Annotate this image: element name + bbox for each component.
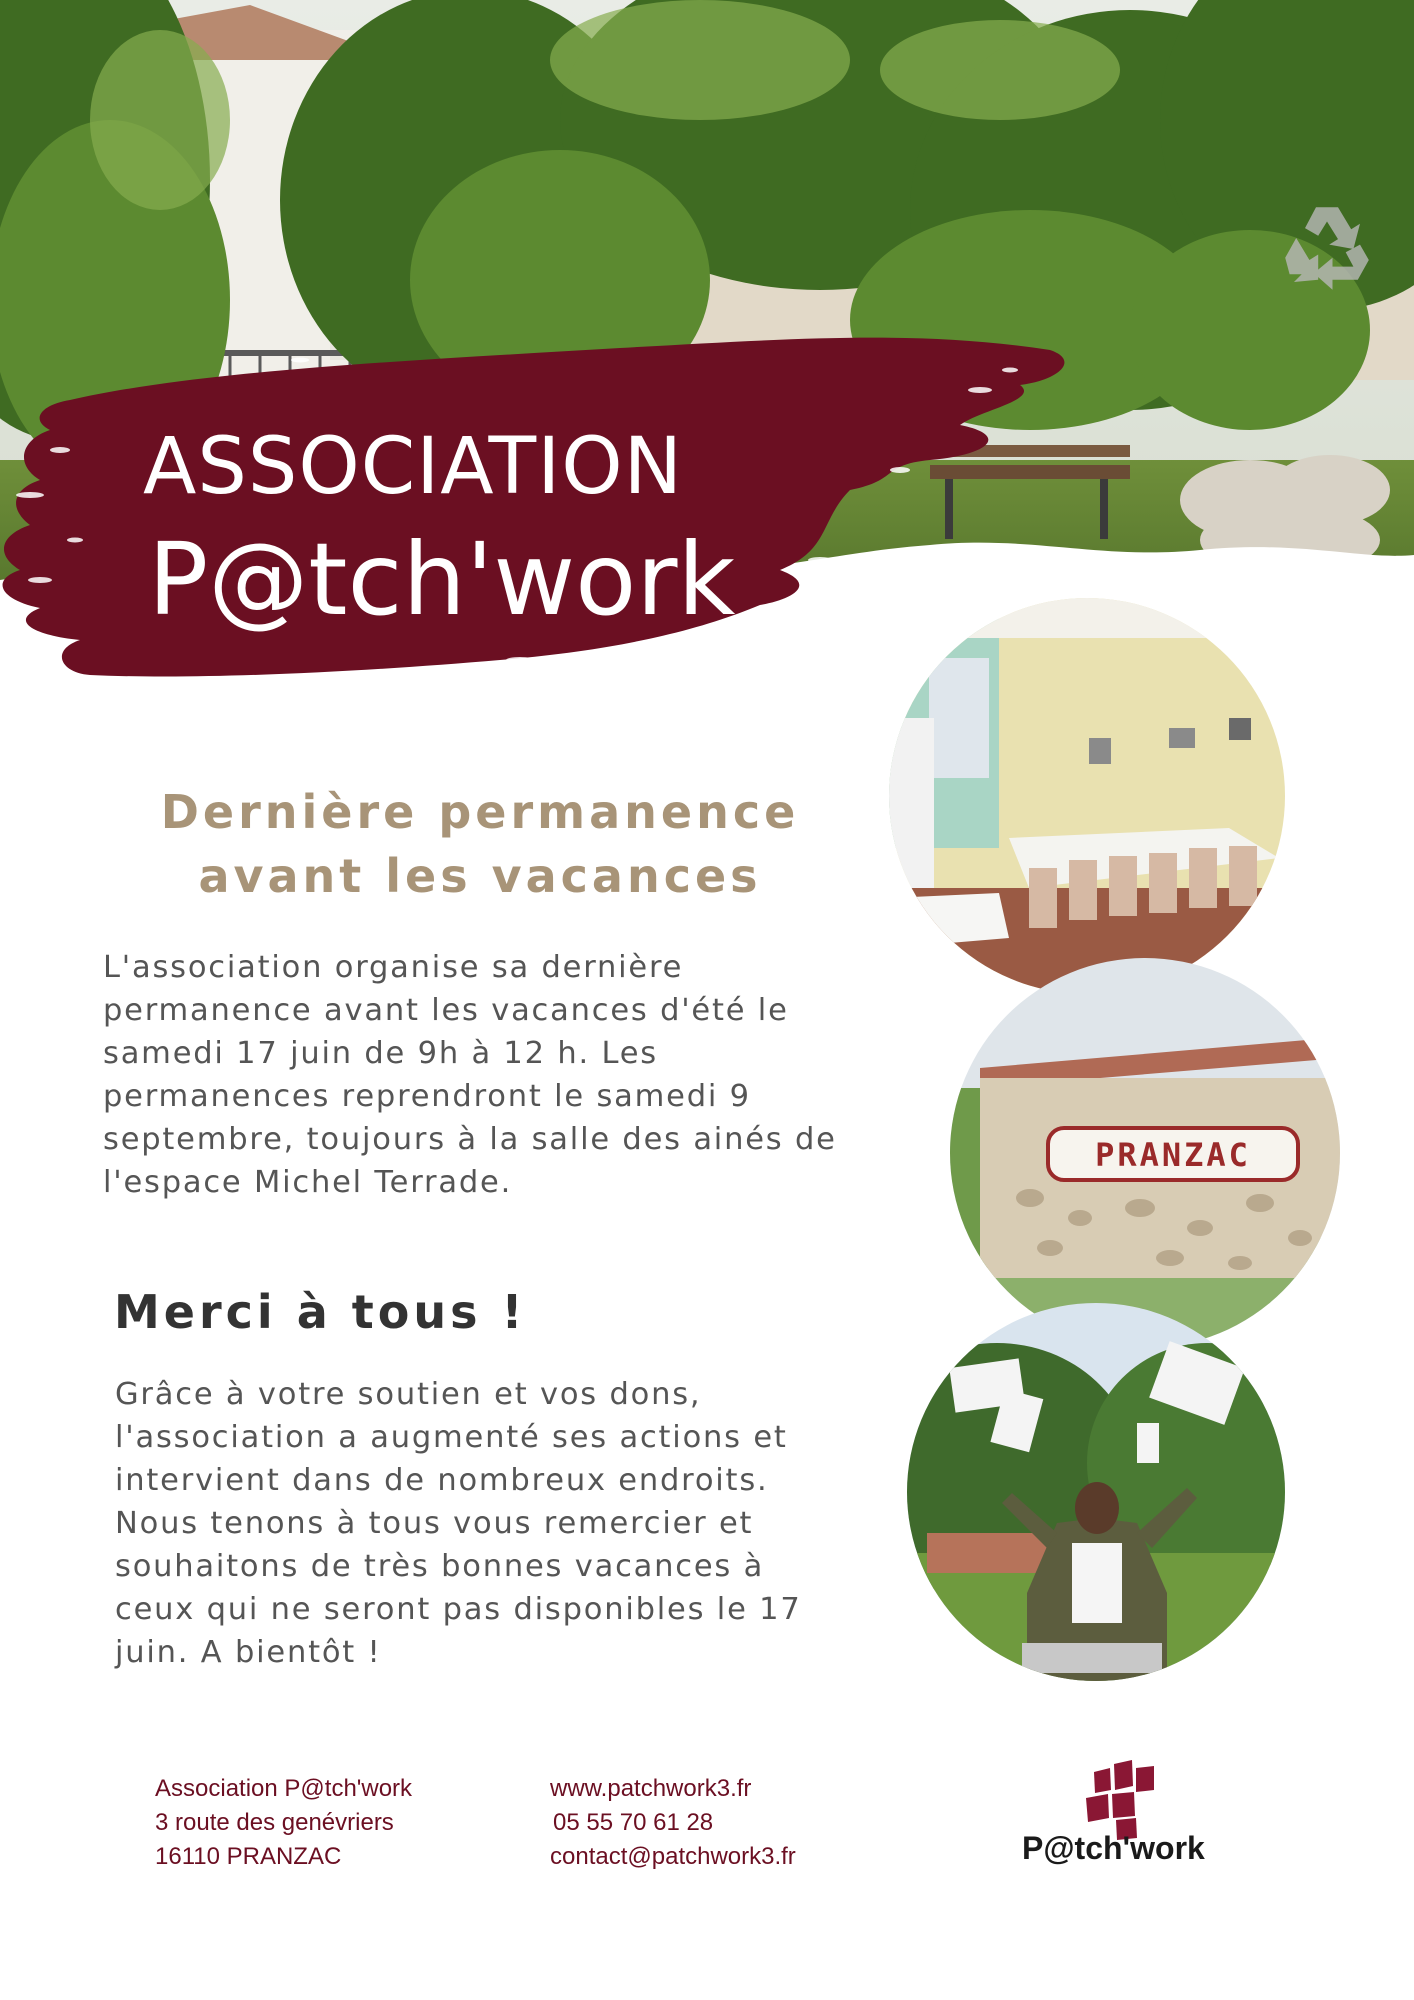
title-association: ASSOCIATION: [143, 422, 683, 512]
footer-association-name: Association P@tch'work: [155, 1775, 413, 1802]
photo-salle: [889, 598, 1285, 994]
sign-text: PRANZAC: [1095, 1136, 1251, 1174]
merci-heading: Merci à tous !: [114, 1285, 527, 1339]
photo-panneau-pranzac: [950, 958, 1340, 1348]
footer-address: [155, 1772, 412, 1874]
logo-text: P@tch'work: [1022, 1830, 1205, 1866]
subtitle-line-2: avant les vacances: [198, 849, 762, 903]
footer-phone[interactable]: 05 55 70 61 28: [553, 1809, 714, 1836]
paragraph-thanks: Grâce à votre soutien et vos dons, l'association a augmenté ses actions et intervient dans de nombreux endroits. Nous tenons à tous vous remercier et souhaitons de très bonnes vacances à ceux qui ne seront pas disponibles le 17 juin. A bientôt !: [115, 1377, 802, 1670]
footer-city: 16110 PRANZAC: [155, 1843, 342, 1870]
footer-contact: [550, 1772, 796, 1874]
photo-joie: [907, 1303, 1285, 1681]
subtitle: [100, 780, 860, 908]
footer-website-link[interactable]: www.patchwork3.fr: [550, 1775, 752, 1802]
patchwork-logo-icon: [1080, 1760, 1160, 1840]
recycle-icon: [1272, 194, 1382, 304]
paragraph-permanence: L'association organise sa dernière permanence avant les vacances d'été le samedi 17 juin de 9h à 12 h. Les permanences reprendront le samedi 9 septembre, toujours à la salle des ainés de l'espace Michel Terrade.: [103, 950, 837, 1200]
footer-street: 3 route des genévriers: [155, 1809, 394, 1836]
title-patchwork: P@tch'work: [148, 521, 736, 638]
title-banner: [0, 330, 1090, 710]
subtitle-line-1: Dernière permanence: [160, 785, 800, 839]
footer-email-link[interactable]: contact@patchwork3.fr: [550, 1843, 796, 1870]
